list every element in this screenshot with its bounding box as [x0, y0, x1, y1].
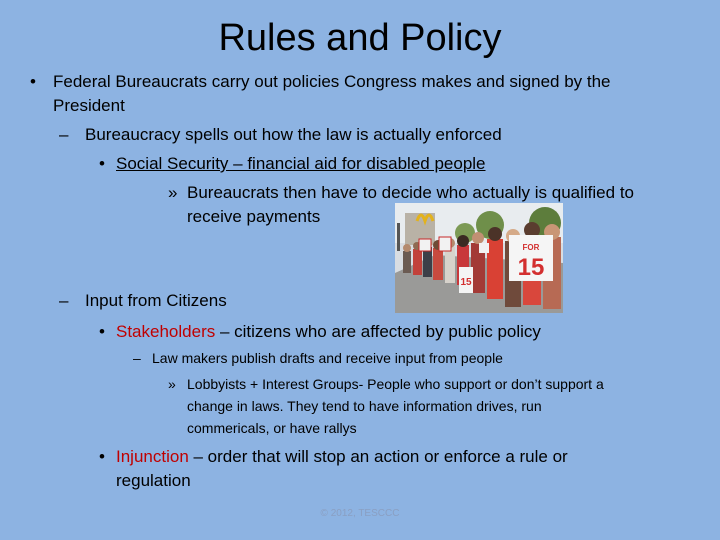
term-injunction: Injunction — [116, 447, 189, 466]
bullet-text-input-from-citizens: Input from Citizens — [85, 291, 227, 310]
protest-photo — [395, 203, 563, 313]
bullet-text-bureaucracy-spells-out: Bureaucracy spells out how the law is actually enforced — [85, 125, 502, 144]
bullet-marker-l3: • — [99, 154, 105, 173]
bullet-text-lobbyists-line3: commericals, or have rallys — [187, 420, 357, 436]
sign-15-large: 15 — [517, 254, 545, 281]
bullet-text-law-makers: Law makers publish drafts and receive input from people — [152, 350, 503, 366]
bullet-text-president: President — [53, 96, 125, 115]
bullet-marker-l5: – — [59, 291, 69, 310]
slide-title: Rules and Policy — [218, 17, 502, 59]
bullet-marker-l9: • — [99, 447, 105, 466]
stakeholders-definition: – citizens who are affected by public policy — [215, 322, 541, 341]
bullet-text-receive-payments: receive payments — [187, 207, 321, 226]
bullet-text-lobbyists-line2: change in laws. They tend to have information drives, run — [187, 398, 542, 414]
bullet-marker-l6: • — [99, 322, 105, 341]
bullet-text-bureaucrats-decide: Bureaucrats then have to decide who actually is qualified to — [187, 183, 634, 202]
bullet-marker-l4: » — [168, 183, 178, 202]
bullet-marker-l8: » — [168, 376, 176, 392]
term-stakeholders: Stakeholders — [116, 322, 216, 341]
slide-footer: © 2012, TESCCC — [320, 508, 400, 519]
sign-15-small: 15 — [460, 277, 472, 288]
bullet-marker-l1: • — [30, 72, 36, 91]
bullet-marker-l7: – — [133, 350, 141, 366]
injunction-definition-line2: regulation — [116, 471, 191, 490]
link-social-security[interactable]: Social Security – financial aid for disabled people — [116, 154, 486, 173]
bullet-marker-l2: – — [59, 125, 69, 144]
bullet-text-federal-bureaucrats: Federal Bureaucrats carry out policies Congress makes and signed by the — [53, 72, 611, 91]
sign-for: FOR — [522, 243, 540, 252]
bullet-text-lobbyists-line1: Lobbyists + Interest Groups- People who support or don’t support a — [187, 376, 604, 392]
injunction-definition-line1: – order that will stop an action or enforce a rule or — [188, 447, 568, 466]
bullet-injunction — [116, 445, 568, 469]
bullet-stakeholders — [116, 320, 541, 344]
